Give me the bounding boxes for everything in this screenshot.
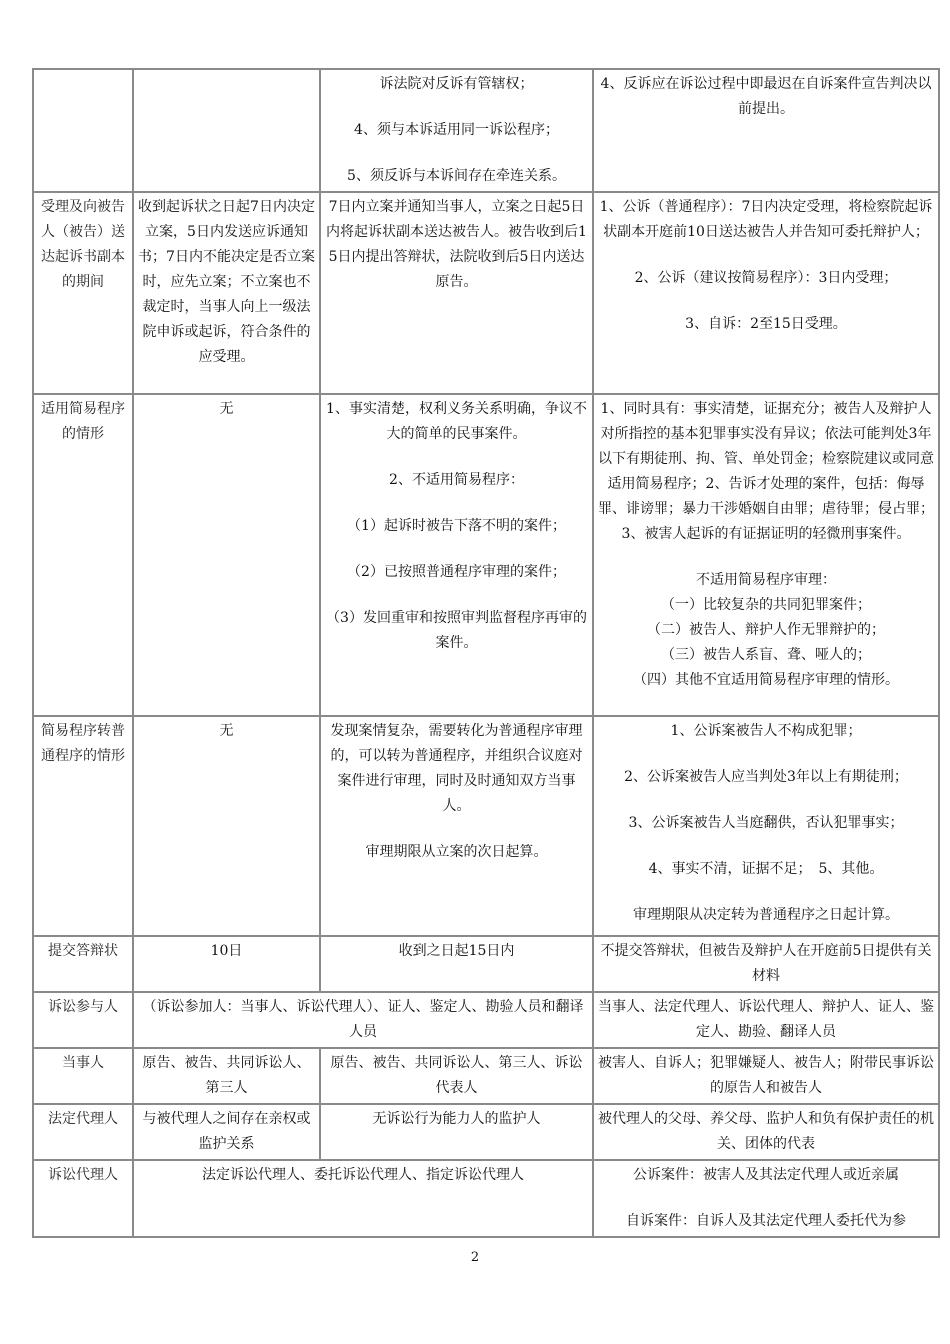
text-line: （1）起诉时被告下落不明的案件； (347, 518, 566, 534)
civil-cell (320, 1048, 593, 1104)
text-line: 1、公诉案被告人不构成犯罪； (670, 723, 862, 739)
table-row (33, 1104, 939, 1160)
text-line: 诉法院对反诉有管辖权； (379, 76, 534, 92)
civil-merged-cell: 法定诉讼代理人、委托诉讼代理人、指定诉讼代理人 (133, 1160, 593, 1237)
civil-cell (320, 394, 593, 716)
civil-cell (320, 1104, 593, 1160)
criminal-cell (593, 69, 939, 192)
row-label-cell: 法定代理人 (33, 1104, 133, 1160)
text-line: （2）已按照普通程序审理的案件； (347, 564, 566, 580)
civil-merged-cell: （诉讼参加人：当事人、诉讼代理人）、证人、鉴定人、勘验人员和翻译人员 (133, 992, 593, 1048)
table-row (33, 192, 939, 394)
table-row (33, 394, 939, 716)
civil-admin-cell: 收到起诉状之日起7日内决定立案，5日内发送应诉通知书；7日内不能决定是否立案时，应先立案；不立案也不裁定时，当事人向上一级法院申诉或起诉，符合条件的应受理。 (133, 192, 320, 394)
civil-admin-cell: 10日 (133, 936, 320, 992)
text-line: 4、事实不清，证据不足； 5、其他。 (648, 861, 884, 877)
criminal-cell (593, 192, 939, 394)
criminal-cell (593, 936, 939, 992)
text-line: 审理期限从立案的次日起算。 (365, 844, 548, 860)
text-line: （二）被告人、辩护人作无罪辩护的； (647, 622, 885, 638)
text-line: 5、须反诉与本诉间存在牵连关系。 (347, 168, 566, 184)
civil-admin-cell: 无 (133, 716, 320, 936)
civil-admin-cell (133, 69, 320, 192)
row-label-cell: 受理及向被告人（被告）送达起诉书副本的期间 (33, 192, 133, 394)
criminal-cell (593, 716, 939, 936)
row-label-cell: 适用简易程序的情形 (33, 394, 133, 716)
text-line: 自诉案件：自诉人及其法定代理人委托代为参 (626, 1213, 906, 1229)
text-line: 发现案情复杂，需要转化为普通程序审理的，可以转为普通程序，并组织合议庭对案件进行审理，同时及时通知双方当事人。 (330, 723, 583, 814)
table-row (33, 1160, 939, 1237)
text-line: 被代理人的父母、养父母、监护人和负有保护责任的机关、团体的代表 (598, 1111, 934, 1152)
row-label-cell: 诉讼参与人 (33, 992, 133, 1048)
criminal-cell (593, 1160, 939, 1237)
text-line: 3、公诉案被告人当庭翻供，否认犯罪事实； (628, 815, 904, 831)
text-line: 审理期限从决定转为普通程序之日起计算。 (633, 907, 899, 923)
criminal-cell (593, 1104, 939, 1160)
not-applicable-list (597, 568, 935, 693)
table-row (33, 936, 939, 992)
text-line: 2、不适用简易程序： (389, 472, 524, 488)
text-line: （3）发回重审和按照审判监督程序再审的案件。 (326, 610, 587, 651)
text-line: 3、自诉：2至15日受理。 (685, 316, 847, 332)
text-line: 被害人、自诉人；犯罪嫌疑人、被告人；附带民事诉讼的原告人和被告人 (598, 1055, 934, 1096)
text-line: （一）比较复杂的共同犯罪案件； (661, 597, 871, 613)
civil-cell (320, 192, 593, 394)
criminal-cell (593, 394, 939, 716)
civil-admin-cell: 无 (133, 394, 320, 716)
text-line: 1、事实清楚，权利义务关系明确，争议不大的简单的民事案件。 (326, 401, 587, 442)
table-row (33, 69, 939, 192)
text-line: 不提交答辩状，但被告及辩护人在开庭前5日提供有关材料 (600, 943, 932, 984)
civil-cell (320, 716, 593, 936)
text-line: 1、同时具有：事实清楚，证据充分；被告人及辩护人对所指控的基本犯罪事实没有异议；依法可能判处3年以下有期徒刑、拘、管、单处罚金；检察院建议或同意适用简易程序；2、告诉才处理的案件，包括：侮辱罪、诽谤罪；暴力干涉婚姻自由罪；虐待罪；侵占罪；3、被害人起诉的有证据证明的轻微刑事案件。 (598, 401, 934, 542)
text-line: 不适用简易程序审理： (696, 572, 836, 588)
criminal-cell (593, 1048, 939, 1104)
row-label-cell: 提交答辩状 (33, 936, 133, 992)
text-line: 收到之日起15日内 (398, 943, 515, 959)
text-line: 当事人、法定代理人、诉讼代理人、辩护人、证人、鉴定人、勘验、翻译人员 (598, 999, 934, 1040)
table-row (33, 1048, 939, 1104)
row-label-cell: 当事人 (33, 1048, 133, 1104)
text-line: （三）被告人系盲、聋、哑人的； (661, 647, 871, 663)
table-row (33, 992, 939, 1048)
text-line: 4、须与本诉适用同一诉讼程序； (354, 122, 559, 138)
text-line: 原告、被告、共同诉讼人、第三人、诉讼代表人 (330, 1055, 583, 1096)
civil-cell (320, 69, 593, 192)
text-line: 2、公诉（建议按简易程序）：3日内受理； (634, 270, 898, 286)
row-label-cell: 简易程序转普通程序的情形 (33, 716, 133, 936)
table-row (33, 716, 939, 936)
row-label-cell (33, 69, 133, 192)
civil-cell (320, 936, 593, 992)
text-line: 7日内立案并通知当事人，立案之日起5日内将起诉状副本送达被告人。被告收到后15日内提出答辩状，法院收到后5日内送达原告。 (326, 199, 587, 290)
civil-admin-cell: 与被代理人之间存在亲权或监护关系 (133, 1104, 320, 1160)
text-line: 4、反诉应在诉讼过程中即最迟在自诉案件宣告判决以前提出。 (600, 76, 932, 117)
page-number: 2 (470, 1250, 480, 1265)
text-line: （四）其他不宜适用简易程序审理的情形。 (633, 672, 899, 688)
row-label-cell: 诉讼代理人 (33, 1160, 133, 1237)
text-line: 1、公诉（普通程序）：7日内决定受理，将检察院起诉状副本开庭前10日送达被告人并告知可委托辩护人； (599, 199, 933, 240)
text-line: 2、公诉案被告人应当判处3年以上有期徒刑； (624, 769, 908, 785)
text-line: 无诉讼行为能力人的监护人 (372, 1111, 541, 1127)
text-line: 公诉案件：被害人及其法定代理人或近亲属 (633, 1167, 899, 1183)
civil-admin-cell: 原告、被告、共同诉讼人、第三人 (133, 1048, 320, 1104)
criminal-cell (593, 992, 939, 1048)
comparison-table (32, 68, 940, 1238)
